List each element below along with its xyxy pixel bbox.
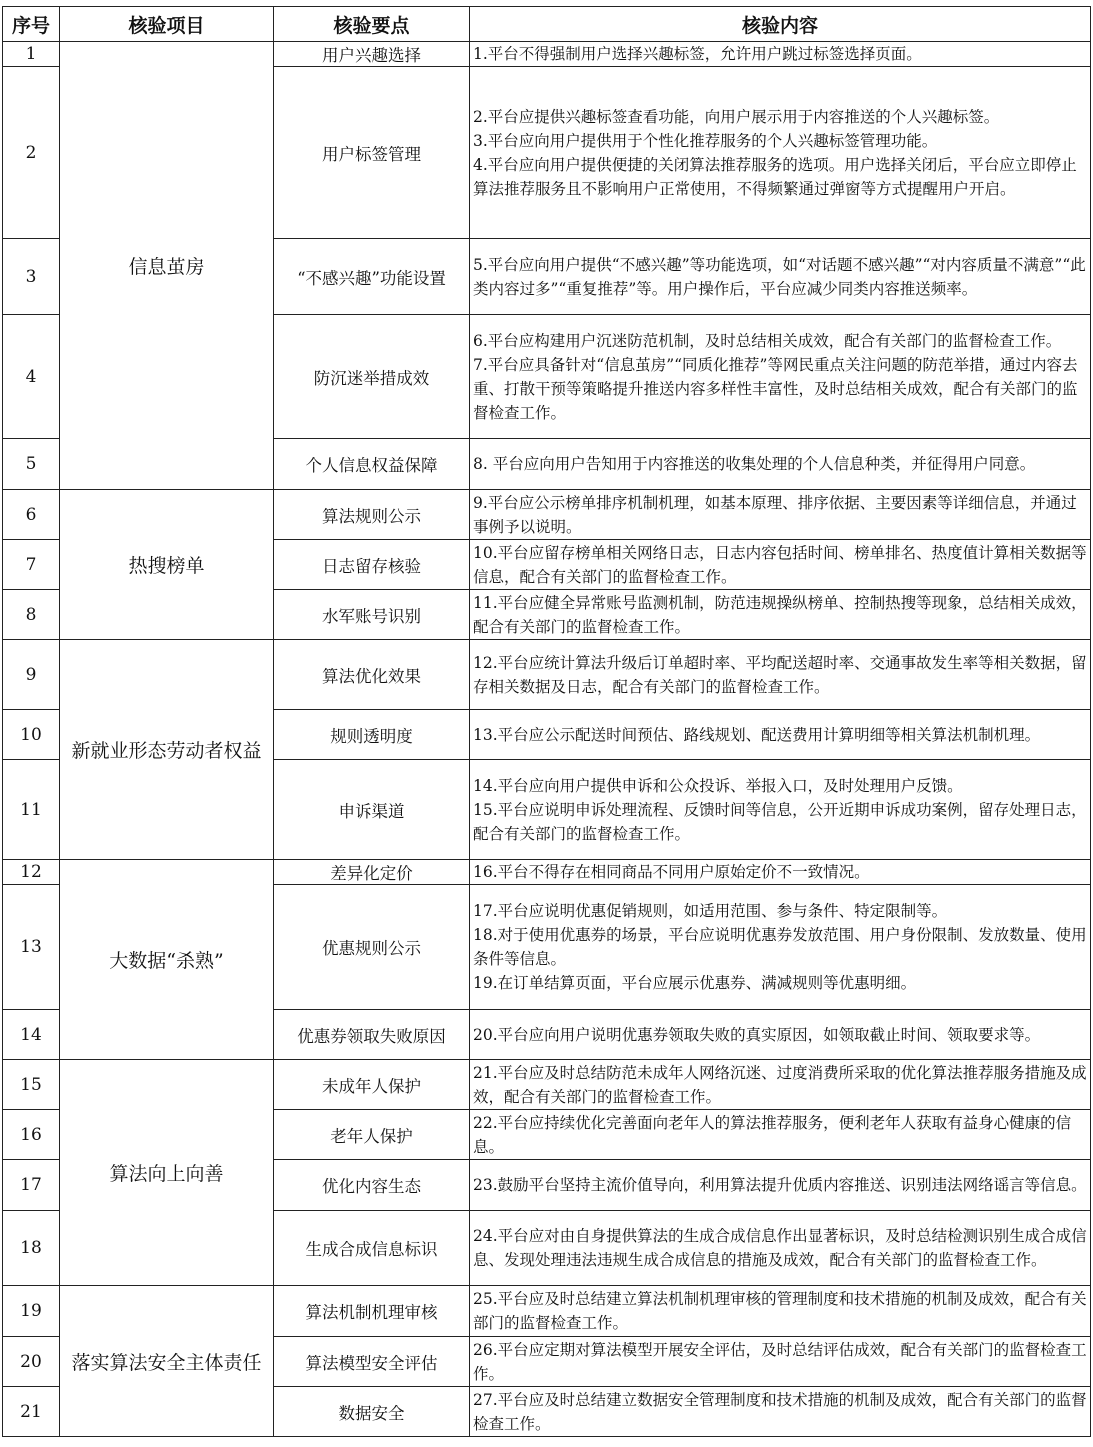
check-point: “不感兴趣”功能设置	[274, 239, 470, 315]
check-point: 生成合成信息标识	[274, 1211, 470, 1286]
content-item: 23.鼓励平台坚持主流价值导向，利用算法提升优质内容推送、识别违法网络谣言等信息。	[473, 1176, 1087, 1194]
content-item: 27.平台应及时总结建立数据安全管理制度和技术措施的机制及成效，配合有关部门的监督检查工作。	[473, 1390, 1087, 1433]
row-number: 11	[3, 760, 60, 860]
check-content	[470, 1160, 1091, 1211]
table-row	[3, 1286, 1091, 1337]
content-item: 21.平台应及时总结防范未成年人网络沉迷、过度消费所采取的优化算法推荐服务措施及成效，配合有关部门的监督检查工作。	[473, 1063, 1087, 1106]
check-content	[470, 710, 1091, 760]
check-content	[470, 1060, 1091, 1110]
category-cell: 算法向上向善	[60, 1060, 274, 1286]
check-content	[470, 67, 1091, 239]
content-item: 4.平台应向用户提供便捷的关闭算法推荐服务的选项。用户选择关闭后，平台应立即停止算法推荐服务且不影响用户正常使用，不得频繁通过弹窗等方式提醒用户开启。	[473, 155, 1077, 198]
check-point: 优惠券领取失败原因	[274, 1010, 470, 1060]
content-item: 17.平台应说明优惠促销规则，如适用范围、参与条件、特定限制等。	[473, 902, 948, 920]
check-content	[470, 860, 1091, 885]
content-item: 22.平台应持续优化完善面向老年人的算法推荐服务，便利老年人获取有益身心健康的信息。	[473, 1113, 1072, 1156]
check-point: 防沉迷举措成效	[274, 315, 470, 439]
content-item: 1.平台不得强制用户选择兴趣标签，允许用户跳过标签选择页面。	[473, 45, 922, 63]
check-point: 算法规则公示	[274, 490, 470, 540]
check-point: 用户标签管理	[274, 67, 470, 239]
check-content	[470, 490, 1091, 540]
content-item: 11.平台应健全异常账号监测机制，防范违规操纵榜单、控制热搜等现象，总结相关成效，配合有关部门的监督检查工作。	[473, 593, 1087, 636]
row-number: 8	[3, 590, 60, 640]
check-point: 算法模型安全评估	[274, 1337, 470, 1387]
row-number: 13	[3, 885, 60, 1010]
check-content	[470, 239, 1091, 315]
content-item: 3.平台应向用户提供用于个性化推荐服务的个人兴趣标签管理功能。	[473, 131, 938, 150]
check-content	[470, 315, 1091, 439]
verification-table	[2, 6, 1091, 1437]
check-point: 水军账号识别	[274, 590, 470, 640]
row-number: 16	[3, 1110, 60, 1160]
table-row	[3, 42, 1091, 67]
content-item: 8. 平台应向用户告知用于内容推送的收集处理的个人信息种类，并征得用户同意。	[473, 455, 1036, 473]
row-number: 21	[3, 1387, 60, 1437]
content-item: 24.平台应对由自身提供算法的生成合成信息作出显著标识，及时总结检测识别生成合成信息、发现处理违法违规生成合成信息的措施及成效，配合有关部门的监督检查工作。	[473, 1227, 1087, 1269]
check-content	[470, 1010, 1091, 1060]
check-content	[470, 540, 1091, 590]
content-item: 26.平台应定期对算法模型开展安全评估，及时总结评估成效，配合有关部门的监督检查工作。	[473, 1340, 1087, 1383]
row-number: 9	[3, 640, 60, 710]
row-number: 6	[3, 490, 60, 540]
content-item: 9.平台应公示榜单排序机制机理，如基本原理、排序依据、主要因素等详细信息，并通过事例予以说明。	[473, 493, 1077, 536]
table-row	[3, 640, 1091, 710]
content-item: 19.在订单结算页面，平台应展示优惠券、满减规则等优惠明细。	[473, 974, 917, 992]
check-content	[470, 1337, 1091, 1387]
header-serial: 序号	[3, 7, 60, 42]
content-item: 13.平台应公示配送时间预估、路线规划、配送费用计算明细等相关算法机制机理。	[473, 725, 1041, 744]
content-item: 16.平台不得存在相同商品不同用户原始定价不一致情况。	[473, 863, 870, 881]
content-item: 2.平台应提供兴趣标签查看功能，向用户展示用于内容推送的个人兴趣标签。	[473, 107, 1000, 126]
row-number: 4	[3, 315, 60, 439]
table-row	[3, 860, 1091, 885]
check-point: 老年人保护	[274, 1110, 470, 1160]
check-content	[470, 640, 1091, 710]
row-number: 3	[3, 239, 60, 315]
content-item: 5.平台应向用户提供“不感兴趣”等功能选项，如“对话题不感兴趣”“对内容质量不满意”“此类内容过多”“重复推荐”等。用户操作后，平台应减少同类内容推送频率。	[473, 255, 1086, 298]
row-number: 14	[3, 1010, 60, 1060]
row-number: 17	[3, 1160, 60, 1211]
table-row	[3, 1060, 1091, 1110]
table-row	[3, 490, 1091, 540]
row-number: 7	[3, 540, 60, 590]
check-point: 个人信息权益保障	[274, 439, 470, 490]
check-point: 未成年人保护	[274, 1060, 470, 1110]
content-item: 7.平台应具备针对“信息茧房”“同质化推荐”等网民重点关注问题的防范举措，通过内容去重、打散干预等策略提升推送内容多样性丰富性，及时总结相关成效，配合有关部门的监督检查工作。	[473, 355, 1078, 422]
check-point: 用户兴趣选择	[274, 42, 470, 67]
check-point: 日志留存核验	[274, 540, 470, 590]
category-cell: 热搜榜单	[60, 490, 274, 640]
check-point: 算法机制机理审核	[274, 1286, 470, 1337]
category-cell: 新就业形态劳动者权益	[60, 640, 274, 860]
check-content	[470, 590, 1091, 640]
header-content: 核验内容	[470, 7, 1091, 42]
header-point: 核验要点	[274, 7, 470, 42]
check-content	[470, 760, 1091, 860]
check-point: 规则透明度	[274, 710, 470, 760]
check-point: 优惠规则公示	[274, 885, 470, 1010]
table-header-row	[3, 7, 1091, 42]
check-content	[470, 1387, 1091, 1437]
check-content	[470, 1110, 1091, 1160]
row-number: 2	[3, 67, 60, 239]
check-content	[470, 42, 1091, 67]
row-number: 19	[3, 1286, 60, 1337]
content-item: 10.平台应留存榜单相关网络日志，日志内容包括时间、榜单排名、热度值计算相关数据等信息，配合有关部门的监督检查工作。	[473, 543, 1087, 586]
check-content	[470, 1286, 1091, 1337]
content-item: 14.平台应向用户提供申诉和公众投诉、举报入口，及时处理用户反馈。	[473, 776, 963, 795]
category-cell: 大数据“杀熟”	[60, 860, 274, 1060]
category-cell: 落实算法安全主体责任	[60, 1286, 274, 1437]
row-number: 1	[3, 42, 60, 67]
row-number: 15	[3, 1060, 60, 1110]
check-content	[470, 1211, 1091, 1286]
check-point: 差异化定价	[274, 860, 470, 885]
check-point: 优化内容生态	[274, 1160, 470, 1211]
row-number: 18	[3, 1211, 60, 1286]
content-item: 6.平台应构建用户沉迷防范机制，及时总结相关成效，配合有关部门的监督检查工作。	[473, 331, 1062, 350]
check-point: 申诉渠道	[274, 760, 470, 860]
header-item: 核验项目	[60, 7, 274, 42]
content-item: 25.平台应及时总结建立算法机制机理审核的管理制度和技术措施的机制及成效，配合有关部门的监督检查工作。	[473, 1290, 1087, 1332]
check-point: 数据安全	[274, 1387, 470, 1437]
row-number: 5	[3, 439, 60, 490]
content-item: 15.平台应说明申诉处理流程、反馈时间等信息，公开近期申诉成功案例，留存处理日志，配合有关部门的监督检查工作。	[473, 800, 1087, 843]
row-number: 20	[3, 1337, 60, 1387]
row-number: 10	[3, 710, 60, 760]
row-number: 12	[3, 860, 60, 885]
content-item: 18.对于使用优惠券的场景，平台应说明优惠券发放范围、用户身份限制、发放数量、使用条件等信息。	[473, 926, 1087, 968]
check-content	[470, 439, 1091, 490]
content-item: 20.平台应向用户说明优惠券领取失败的真实原因，如领取截止时间、领取要求等。	[473, 1025, 1041, 1044]
check-content	[470, 885, 1091, 1010]
content-item: 12.平台应统计算法升级后订单超时率、平均配送超时率、交通事故发生率等相关数据，留存相关数据及日志，配合有关部门的监督检查工作。	[473, 653, 1087, 696]
check-point: 算法优化效果	[274, 640, 470, 710]
category-cell: 信息茧房	[60, 42, 274, 490]
